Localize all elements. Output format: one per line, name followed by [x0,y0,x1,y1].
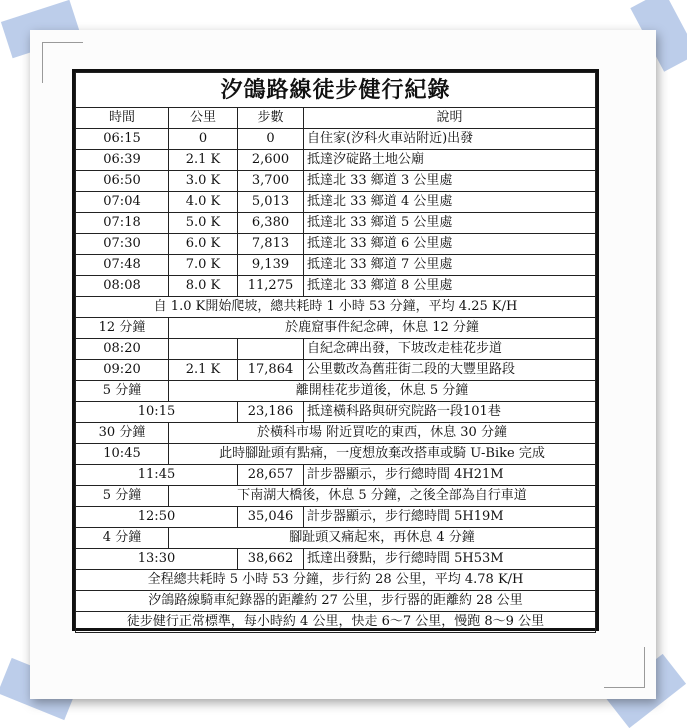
km-cell [169,339,238,360]
time-cell: 06:15 [76,129,169,150]
log-row [76,507,596,528]
time-cell: 09:20 [76,360,169,381]
log-row [76,339,596,360]
summary-row [76,570,596,591]
log-row [76,549,596,570]
time-cell: 10:15 [76,402,238,423]
photo-frame [30,30,656,699]
summary-note-cell: 徒步健行正常標準，每小時約 4 公里，快走 6～7 公里，慢跑 8～9 公里 [76,612,596,633]
log-row [76,402,596,423]
km-cell: 2.1 K [169,150,238,171]
summary-row [76,297,596,318]
rest-note-cell: 離開桂花步道後，休息 5 分鐘 [169,381,596,402]
rest-row [76,381,596,402]
rest-row [76,486,596,507]
km-cell: 3.0 K [169,171,238,192]
km-cell: 7.0 K [169,255,238,276]
title-row [76,73,596,108]
km-cell: 0 [169,129,238,150]
description-cell: 抵達北 33 鄉道 4 公里處 [304,192,596,213]
description-cell: 抵達北 33 鄉道 3 公里處 [304,171,596,192]
summary-note-cell: 全程總共耗時 5 小時 53 分鐘，步行約 28 公里，平均 4.78 K/H [76,570,596,591]
time-cell: 12:50 [76,507,238,528]
description-cell: 抵達橫科路與研究院路一段101巷 [304,402,596,423]
km-cell: 6.0 K [169,234,238,255]
log-row [76,192,596,213]
description-cell: 抵達汐碇路土地公廟 [304,150,596,171]
description-cell: 抵達北 33 鄉道 5 公里處 [304,213,596,234]
description-cell: 抵達北 33 鄉道 8 公里處 [304,276,596,297]
hiking-log-table [75,72,596,633]
log-row [76,255,596,276]
rest-row [76,423,596,444]
time-cell: 07:18 [76,213,169,234]
steps-cell: 23,186 [238,402,304,423]
header-km: 公里 [169,108,238,129]
time-cell: 08:20 [76,339,169,360]
km-cell: 8.0 K [169,276,238,297]
steps-cell: 6,380 [238,213,304,234]
steps-cell: 7,813 [238,234,304,255]
rest-row [76,528,596,549]
steps-cell: 0 [238,129,304,150]
steps-cell: 2,600 [238,150,304,171]
time-cell: 12 分鐘 [76,318,169,339]
log-row [76,213,596,234]
description-cell: 計步器顯示，步行總時間 4H21M [304,465,596,486]
time-cell: 11:45 [76,465,238,486]
description-cell: 自紀念碑出發，下坡改走桂花步道 [304,339,596,360]
rest-note-cell: 下南湖大橋後，休息 5 分鐘，之後全部為自行車道 [169,486,596,507]
time-cell: 30 分鐘 [76,423,169,444]
km-cell: 2.1 K [169,360,238,381]
rest-note-cell: 於橫科市場 附近買吃的東西，休息 30 分鐘 [169,423,596,444]
time-cell: 4 分鐘 [76,528,169,549]
log-row [76,234,596,255]
description-cell: 公里數改為舊莊街二段的大豐里路段 [304,360,596,381]
rest-note-cell: 於鹿窟事件紀念碑，休息 12 分鐘 [169,318,596,339]
steps-cell: 9,139 [238,255,304,276]
steps-cell [238,339,304,360]
rest-note-cell: 此時腳趾頭有點痛，一度想放棄改搭車或騎 U-Bike 完成 [169,444,596,465]
page-title: 汐鴿路線徒步健行紀錄 [76,73,596,108]
time-cell: 5 分鐘 [76,486,169,507]
summary-note-cell: 汐鴿路線騎車紀錄器的距離約 27 公里，步行器的距離約 28 公里 [76,591,596,612]
time-cell: 5 分鐘 [76,381,169,402]
log-row [76,360,596,381]
header-description: 說明 [304,108,596,129]
summary-row [76,591,596,612]
rest-row [76,444,596,465]
description-cell: 抵達出發點，步行總時間 5H53M [304,549,596,570]
description-cell: 抵達北 33 鄉道 6 公里處 [304,234,596,255]
log-row [76,276,596,297]
frame-corner-bottom-right [604,647,645,688]
log-row [76,171,596,192]
time-cell: 07:30 [76,234,169,255]
log-row [76,129,596,150]
time-cell: 06:50 [76,171,169,192]
summary-note-cell: 自 1.0 K開始爬坡，總共耗時 1 小時 53 分鐘，平均 4.25 K/H [76,297,596,318]
time-cell: 07:48 [76,255,169,276]
header-steps: 步數 [238,108,304,129]
log-row [76,465,596,486]
header-time: 時間 [76,108,169,129]
hiking-log-sheet [72,69,599,631]
steps-cell: 35,046 [238,507,304,528]
steps-cell: 38,662 [238,549,304,570]
km-cell: 4.0 K [169,192,238,213]
steps-cell: 17,864 [238,360,304,381]
rest-note-cell: 腳趾頭又痛起來，再休息 4 分鐘 [169,528,596,549]
time-cell: 13:30 [76,549,238,570]
steps-cell: 28,657 [238,465,304,486]
description-cell: 計步器顯示，步行總時間 5H19M [304,507,596,528]
km-cell: 5.0 K [169,213,238,234]
time-cell: 10:45 [76,444,169,465]
description-cell: 抵達北 33 鄉道 7 公里處 [304,255,596,276]
log-row [76,150,596,171]
time-cell: 08:08 [76,276,169,297]
rest-row [76,318,596,339]
steps-cell: 11,275 [238,276,304,297]
description-cell: 自住家(汐科火車站附近)出發 [304,129,596,150]
steps-cell: 3,700 [238,171,304,192]
time-cell: 06:39 [76,150,169,171]
summary-row [76,612,596,633]
header-row [76,108,596,129]
time-cell: 07:04 [76,192,169,213]
steps-cell: 5,013 [238,192,304,213]
